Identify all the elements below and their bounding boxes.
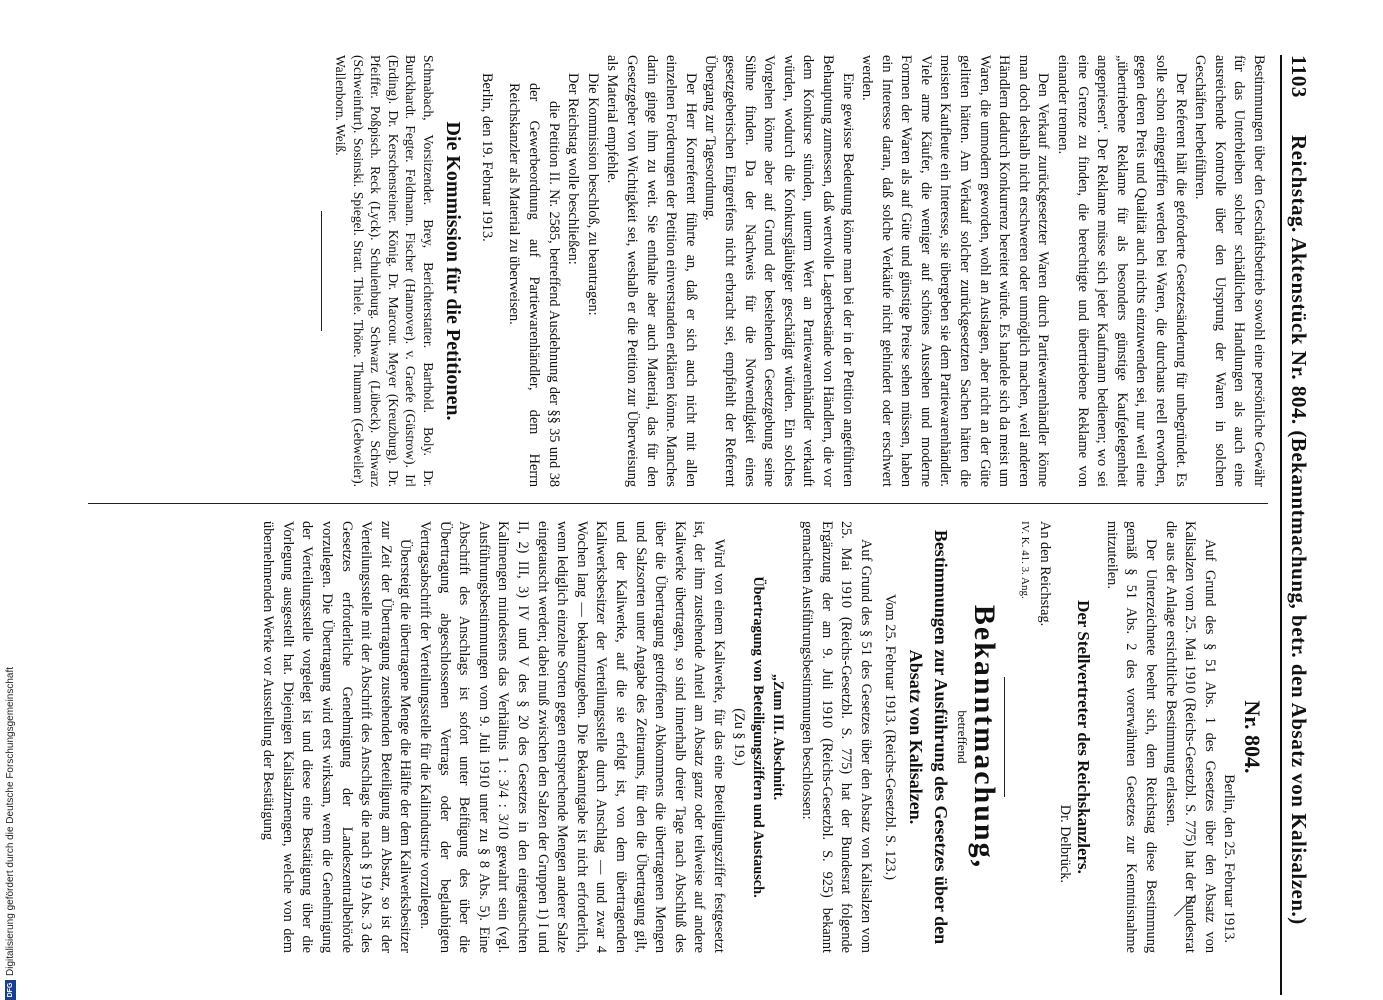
paragraph: Der Herr Korreferent führte an, daß er sich auch nicht mit allen einzelnen Forderungen der Petition einverstanden erklären könne. Manches darin ginge ihm zu weit. Sie enthalte aber auch Material, das für den Gesetzgeber von Wichtigkeit sei, weshalb er die Petition zur Überweisung als Material empfehle. — [604, 55, 699, 487]
section-subheading: Übertragung von Beteiligungsziffern und Austausch. — [750, 576, 767, 898]
signature-role: Der Stellvertreter des Reichskanzlers. — [1074, 600, 1094, 874]
running-title: Reichstag. Aktenstück Nr. 804. (Bekanntmachung, betr. den Absatz von Kalisalzen.) — [1287, 135, 1311, 925]
commission-title: Die Kommission für die Petitionen. — [442, 121, 465, 421]
divider — [321, 211, 322, 331]
section-heading: „Zum III. Abschnitt. — [769, 673, 786, 801]
document-number: Nr. 804. — [1240, 700, 1265, 774]
paragraph: Die Kommission beschloß, zu beantragen: — [584, 73, 601, 316]
paragraph: Der Reichstag wolle beschließen: — [565, 73, 582, 265]
announcement-title: Bekanntmachung, — [967, 604, 1001, 870]
commission-members: Schmabach, Vorsitzender. Brey, Berichterstatter. Barthold. Boly. Dr. Burckhardt. Fegter. Feldmann. Fischer (Hannover). v. Graefe (Güstrow). Irl (Erding). Dr. Kerschensteiner. König. Dr. Marcour. Meyer (Kreuzburg). Dr. Pfeiffer. Poßpisch. Reck (Lyck). Schulenburg. Schwarz (Lübeck). Schwarz (Schweinfurt). Sosinski. Spiegel. Stratt. Thiele. Thöne. Thumann (Gebweiler). Wallenborn. Weiß. — [333, 55, 436, 487]
left-column — [88, 55, 1268, 487]
addressee: An den Reichstag. — [1037, 521, 1054, 627]
announcement-text: Auf Grund des § 51 des Gesetzes über den Absatz von Kalisalzen vom 25. Mai 1910 (Reichs-Gesetzbl. S. 775) hat der Bundesrat folgende Ergänzung der am 9. Juli 1910 (Reichs-Gesetzbl. S. 925) bekannt gemachten Ausführungsbestimmungen beschlossen: — [799, 521, 875, 953]
paragraph: Auf Grund des § 51 Abs. 1 des Gesetzes über den Absatz von Kalisalzen vom 25. Mai 1910 (Reichs-Gesetzbl. S. 775) hat der Bundesrat die aus der Anlage ersichtliche Bestimmung erlassen. — [1162, 521, 1218, 953]
document-page — [20, 55, 1320, 995]
divider — [1004, 677, 1005, 797]
paragraph: Übersteigt die übertragene Menge die Hälfte der dem Kaliwerksbesitzer zur Zeit der Übertragung zustehenden Beteiligung am Absatz, so ist der Verteilungsstelle mit der Abschrift des Anschlags die nach § 19 Abs. 3 des Gesetzes erforderliche Genehmigung der Landeszentralbehörde vorzulegen. Die Übertragung wird erst wirksam, wenn die Genehmigung der Verteilungsstelle vorgelegt ist und diese eine Bestätigung über die Vorlegung ausgestellt hat. Diejenigen Kalisalzmengen, welche von dem übernehmenden Werke vor Ausstellung der Bestätigung — [260, 521, 414, 953]
dateline: Berlin, den 19. Februar 1913. — [478, 73, 495, 242]
digitization-footer — [3, 0, 17, 1000]
paragraph: Bestimmungen über den Geschäftsbetrieb sowohl eine persönliche Gewähr für das Unterbleiben solcher schädlichen Handlungen als auch eine ausreichende Kontrolle über den Ursprung der Waren in solchen Geschäften herbeiführen. — [1192, 55, 1267, 487]
page-header — [1280, 55, 1320, 995]
paragraph: Den Verkauf zurückgesetzter Waren durch Partiewarenhändler könne man doch deshalb nicht erschweren oder unmöglich machen, weil anderen Händlern dadurch Konkurrenz bereitet würde. Es handele sich da meist um Waren, die unmodern geworden, wohl an Auslagen, aber nicht an der Güte gelitten hätten. Am Verkauf solcher zurückgesetzten Sachen hätten die meisten Kaufleute ein Interesse, sie übergeben sie dem Partiewarenhändler. Viele arme Käufer, die weniger auf schönes Aussehen und moderne Formen der Waren als auf Güte und günstige Preise sehen müssen, haben ein Interesse daran, daß solche Verkäufe nicht gehindert oder erschwert werden. — [859, 55, 1052, 487]
column-divider — [88, 503, 1268, 504]
dateline: Berlin, den 25. Februar 1913. — [1221, 774, 1238, 943]
announcement-date: Vom 25. Februar 1913. (Reichs-Gesetzbl. S. 123.) — [881, 593, 898, 881]
footer-text: Digitalisierung gefördert durch die Deutsche Forschungsgemeinschaft — [4, 666, 16, 976]
motion-text: die Petition II. Nr. 2585, betreffend Ausdehnung der §§ 35 und 38 der Gewerbeordnung auf Partiewarenhändler, dem Herrn Reichskanzler als Material zu überweisen. — [506, 83, 562, 487]
paragraph: Der Referent hält die geforderte Gesetzesänderung für unbegründet. Es solle schon eingegriffen werden bei Waren, die durchaus reell erworben, gegen deren Preis und Qualität auch nichts einzuwenden sei, nur weil eine „übertriebene Reklame für als besonders günstige Kaufgelegenheit angepriesen“. Der Reklame müsse sich jeder Kaufmann bedienen; wo sei eine Grenze zu finden, die berechtigte und übertriebene Reklame von einander trennen. — [1055, 55, 1189, 487]
right-column — [88, 521, 1268, 953]
section-reference: (Zu § 19.) — [730, 708, 747, 766]
dfg-logo-icon: DFG — [5, 980, 16, 1000]
reference-number: IV. K. 41. 3. Ang. — [1019, 521, 1032, 599]
page-number: 1103 — [1287, 55, 1311, 98]
paragraph: Der Unterzeichnete beehrt sich, dem Reichstag diese Bestimmung gemäß § 51 Abs. 2 des vorerwähnten Gesetzes zur Kenntnisnahme mitzuteilen. — [1103, 521, 1160, 953]
paragraph: Wird von einem Kaliwerke, für das eine Beteiligungsziffer festgesetzt ist, der ihm zustehende Anteil am Absatz ganz oder teilweise auf andere Kaliwerke übertragen, so sind innerhalb dreier Tage nach Abschluß des über die Übertragung getroffenen Abkommens die übertragenen Mengen und Salzsorten unter Angabe des Zeitraums, für den die Übertragung gilt, und der Kaliwerke, auf die sie erfolgt ist, von dem übertragenden Kaliwerksbesitzer der Verteilungsstelle durch Anschlag — und zwar 4 Wochen lang — bekanntzugeben. Die Bekanntgabe ist nicht erforderlich, wenn lediglich einzelne Sorten gegen entsprechende Mengen anderer Salze eingetauscht werden; dabei muß zwischen den Salzen der Gruppen 1) I und II, 2) III, 3) IV und V des § 20 des Gesetzes in den eingetauschten Kalimengen mindestens das Verhältnis 1 : 3/4 : 3/10 gewahrt sein (vgl. Ausführungsbestimmungen vom 9. Juli 1910 unter zu § 8 Abs. 5). Eine Abschrift des Anschlags ist sofort unter Beifügung des über die Übertragung abgeschlossenen Vertrags oder der beglaubigten Vertragsabschrift der Verteilungsstelle für die Kaliindustrie vorzulegen. — [417, 521, 727, 953]
announcement-subtitle: betreffend — [955, 710, 971, 764]
paragraph: Eine gewisse Bedeutung könne man bei der in der Petition angeführten Behauptung zumessen, daß wertvolle Lagerbestände von Händlern, die vor dem Konkurse stünden, unterm Wert an Partiewarenhändler verkauft würden, wodurch die Konkursgläubiger geschädigt würden. Ein solches Vorgehen könne aber auf Grund der bestehenden Gesetzgebung seine Sühne finden. Da der Nachweis für die Notwendigkeit eines gesetzgeberischen Eingreifens nicht erbracht sei, empfiehlt der Referent Übergang zur Tagesordnung. — [702, 55, 856, 487]
signature-name: Dr. Delbrück. — [1056, 804, 1073, 883]
announcement-heading: Bestimmungen zur Ausführung des Gesetzes über den Absatz von Kalisalzen. — [905, 529, 951, 945]
